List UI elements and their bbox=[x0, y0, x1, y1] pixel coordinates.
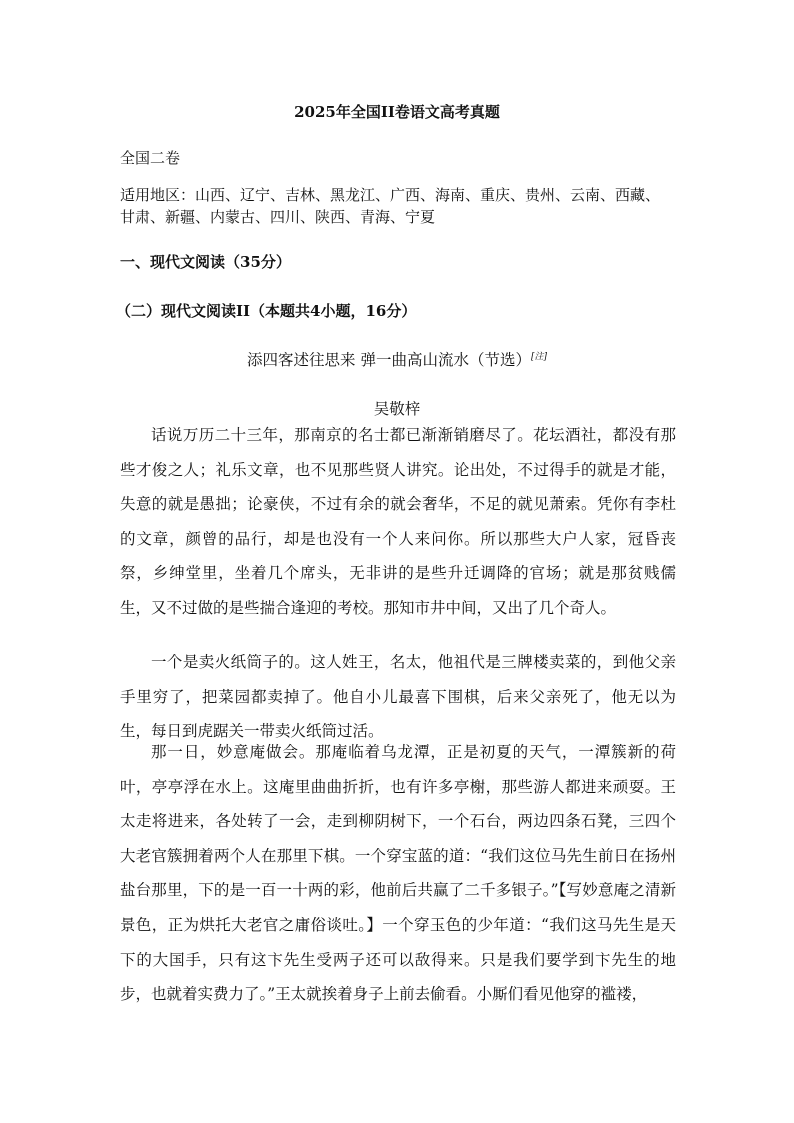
article-body bbox=[120, 418, 676, 626]
article-body-2 bbox=[120, 645, 676, 749]
article-body-3 bbox=[120, 735, 676, 1012]
paper-name: 全国二卷 bbox=[120, 149, 181, 167]
article-title bbox=[0, 349, 794, 371]
article-author: 吴敬梓 bbox=[373, 400, 421, 418]
section-heading-2: （二）现代文阅读II（本题共4小题，16分） bbox=[116, 302, 417, 320]
exam-title: 2025年全国II卷语文高考真题 bbox=[294, 103, 500, 121]
article-title-text: 添四客述往思来 弹一曲高山流水（节选） bbox=[247, 351, 531, 369]
section-heading-1: 一、现代文阅读（35分） bbox=[120, 253, 291, 271]
regions-line-1: 适用地区：山西、辽宁、吉林、黑龙江、广西、海南、重庆、贵州、云南、西藏、 bbox=[120, 186, 661, 204]
body-paragraph: 那一日，妙意庵做会。那庵临着乌龙潭，正是初夏的天气，一潭簇新的荷叶，亭亭浮在水上。这庵里曲曲折折，也有许多亭榭，那些游人都进来顽耍。王太走将进来，各处转了一会，走到柳阴树下，一个石台，两边四条石凳，三四个大老官簇拥着两个人在那里下棋。一个穿宝蓝的道：“我们这位马先生前日在扬州盐台那里，下的是一百一十两的彩，他前后共赢了二千多银子。”【写妙意庵之清新景色，正为烘托大老官之庸俗谈吐。】一个穿玉色的少年道：“我们这马先生是天下的大国手，只有这卞先生受两子还可以敌得来。只是我们要学到卞先生的地步，也就着实费力了。”王太就挨着身子上前去偷看。小厮们看见他穿的褴褛， bbox=[120, 743, 676, 1004]
body-paragraph: 话说万历二十三年，那南京的名士都已渐渐销磨尽了。花坛酒社，都没有那些才俊之人；礼乐文章，也不见那些贤人讲究。论出处，不过得手的就是才能，失意的就是愚拙；论豪侠，不过有余的就会奢华，不足的就见萧索。凭你有李杜的文章，颜曾的品行，却是也没有一个人来问你。所以那些大户人家，冠昏丧祭，乡绅堂里，坐着几个席头，无非讲的是些升迁调降的官场；就是那贫贱儒生，又不过做的是些揣合逢迎的考校。那知市井中间，又出了几个奇人。 bbox=[120, 426, 676, 617]
body-paragraph: 一个是卖火纸筒子的。这人姓王，名太，他祖代是三牌楼卖菜的，到他父亲手里穷了，把菜园都卖掉了。他自小儿最喜下围棋，后来父亲死了，他无以为生，每日到虎踞关一带卖火纸筒过活。 bbox=[120, 653, 676, 741]
article-note-marker: [注] bbox=[530, 351, 547, 362]
regions-line-2: 甘肃、新疆、内蒙古、四川、陕西、青海、宁夏 bbox=[120, 208, 436, 226]
